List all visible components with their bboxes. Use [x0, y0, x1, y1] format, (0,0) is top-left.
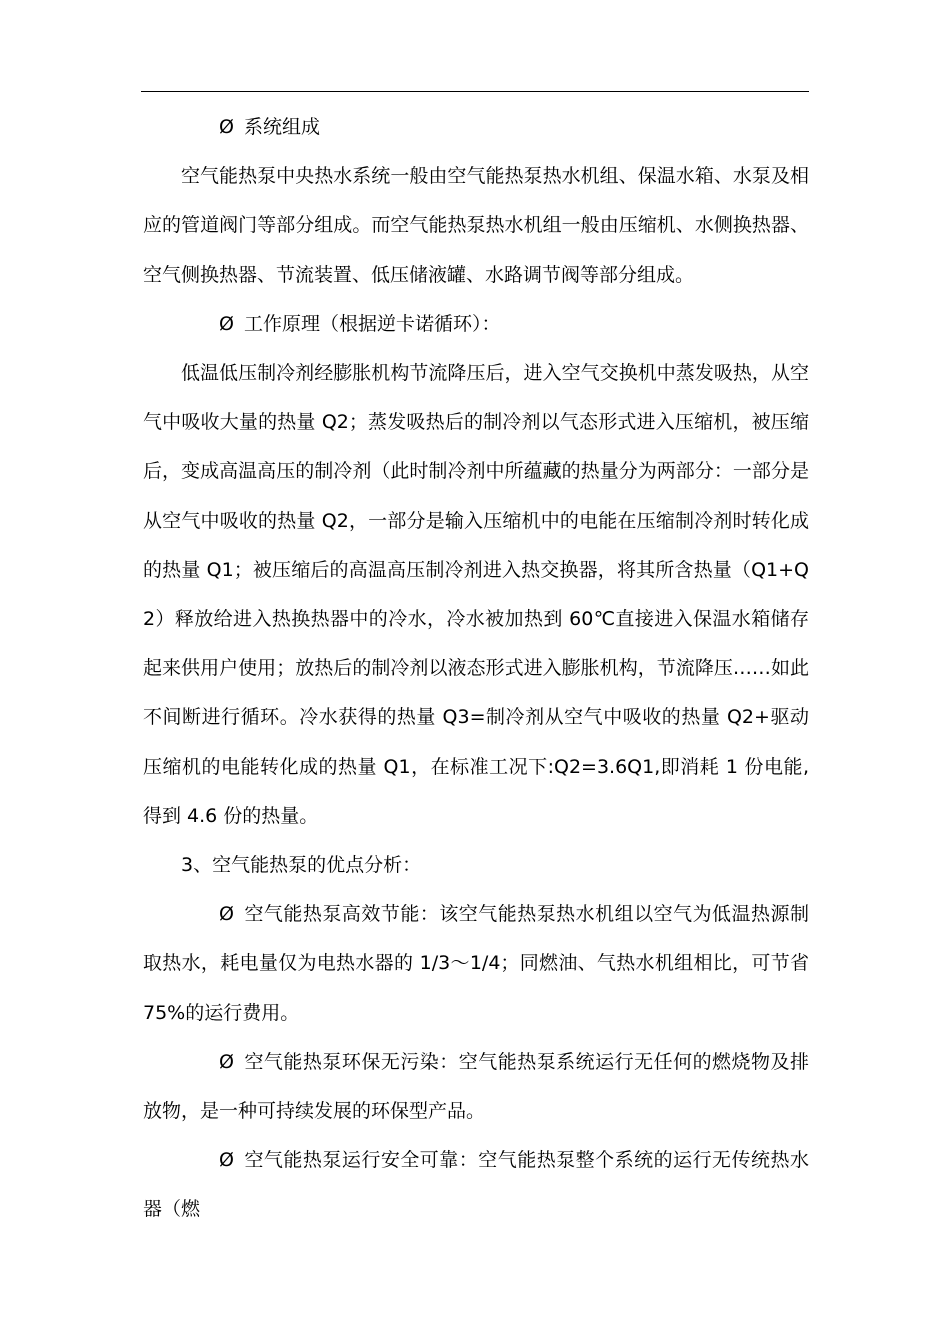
header-rule	[141, 91, 809, 92]
bullet-energy-efficiency	[143, 890, 809, 1038]
paragraph-working-principle: 低温低压制冷剂经膨胀机构节流降压后，进入空气交换机中蒸发吸热，从空气中吸收大量的热量 Q2；蒸发吸热后的制冷剂以气态形式进入压缩机，被压缩后，变成高温高压的制冷剂（此时制冷剂中所蕴藏的热量分为两部分：一部分是从空气中吸收的热量 Q2，一部分是输入压缩机中的电能在压缩制冷剂时转化成的热量 Q1；被压缩后的高温高压制冷剂进入热交换器，将其所含热量（Q1+Q2）释放给进入热换热器中的冷水，冷水被加热到 60℃直接进入保温水箱储存起来供用户使用；放热后的制冷剂以液态形式进入膨胀机构，节流降压……如此不间断进行循环。冷水获得的热量 Q3=制冷剂从空气中吸收的热量 Q2+驱动压缩机的电能转化成的热量 Q1，在标准工况下:Q2=3.6Q1,即消耗 1 份电能,得到 4.6 份的热量。	[143, 362, 809, 827]
section-heading-advantages: 3、空气能热泵的优点分析：	[181, 854, 422, 877]
bullet-working-principle	[143, 300, 809, 349]
document-body	[143, 103, 809, 1235]
bullet-marker: Ø	[219, 1050, 234, 1073]
bullet-marker: Ø	[219, 312, 234, 335]
bullet-system-composition	[143, 103, 809, 152]
bullet-marker: Ø	[219, 116, 234, 138]
bullet-text: 空气能热泵高效节能：该空气能热泵热水机组以空气为低温热源制取热水，耗电量仅为电热水器的 1/3～1/4；同燃油、气热水机组相比，可节省 75%的运行费用。	[143, 903, 809, 1024]
bullet-text: 工作原理（根据逆卡诺循环）：	[243, 312, 501, 335]
bullet-text: 空气能热泵环保无污染：空气能热泵系统运行无任何的燃烧物及排放物，是一种可持续发展的环保型产品。	[143, 1050, 809, 1123]
paragraph-system-composition: 空气能热泵中央热水系统一般由空气能热泵热水机组、保温水箱、水泵及相应的管道阀门等部分组成。而空气能热泵热水机组一般由压缩机、水侧换热器、空气侧换热器、节流装置、低压储液罐、水路调节阀等部分组成。	[143, 165, 809, 286]
bullet-text: 系统组成	[243, 116, 320, 138]
bullet-text: 空气能热泵运行安全可靠：空气能热泵整个系统的运行无传统热水器（燃	[143, 1149, 809, 1221]
bullet-marker: Ø	[219, 1149, 234, 1172]
bullet-safety	[143, 1136, 809, 1234]
bullet-environmental	[143, 1038, 809, 1136]
bullet-marker: Ø	[219, 903, 234, 926]
